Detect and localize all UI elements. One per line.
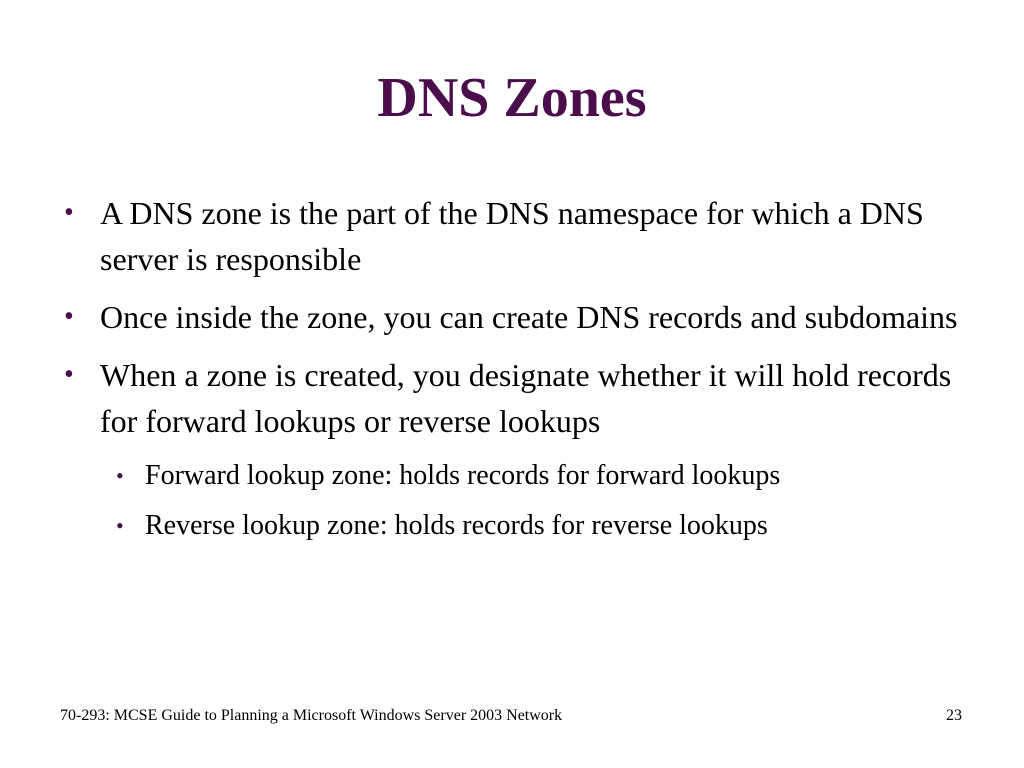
bullet-text: A DNS zone is the part of the DNS namespace for which a DNS server is responsible xyxy=(100,195,924,277)
slide-title: DNS Zones xyxy=(377,67,647,129)
sub-bullet-item xyxy=(60,506,980,546)
sub-bullet-list xyxy=(60,456,980,546)
sub-bullet-item xyxy=(60,456,980,496)
bullet-list xyxy=(60,190,980,556)
bullet-text: When a zone is created, you designate whether it will hold records for forward lookups or reverse lookups xyxy=(100,357,952,439)
bullet-dot-icon: • xyxy=(64,359,74,390)
bullet-text: Once inside the zone, you can create DNS records and subdomains xyxy=(100,299,958,335)
footer-page-number: 23 xyxy=(946,707,962,724)
bullet-item xyxy=(60,190,980,282)
bullet-item xyxy=(60,294,980,340)
sub-bullet-text: Forward lookup zone: holds records for forward lookups xyxy=(145,460,781,491)
footer-course-title: 70-293: MCSE Guide to Planning a Microsoft Windows Server 2003 Network xyxy=(60,707,563,724)
sub-bullet-dot-icon: • xyxy=(116,463,124,488)
bullet-dot-icon: • xyxy=(64,301,74,332)
sub-bullet-text: Reverse lookup zone: holds records for reverse lookups xyxy=(145,510,768,541)
sub-bullet-dot-icon: • xyxy=(116,513,124,538)
bullet-dot-icon: • xyxy=(64,197,74,228)
bullet-item xyxy=(60,352,980,444)
sub-bullet-container xyxy=(60,456,980,546)
